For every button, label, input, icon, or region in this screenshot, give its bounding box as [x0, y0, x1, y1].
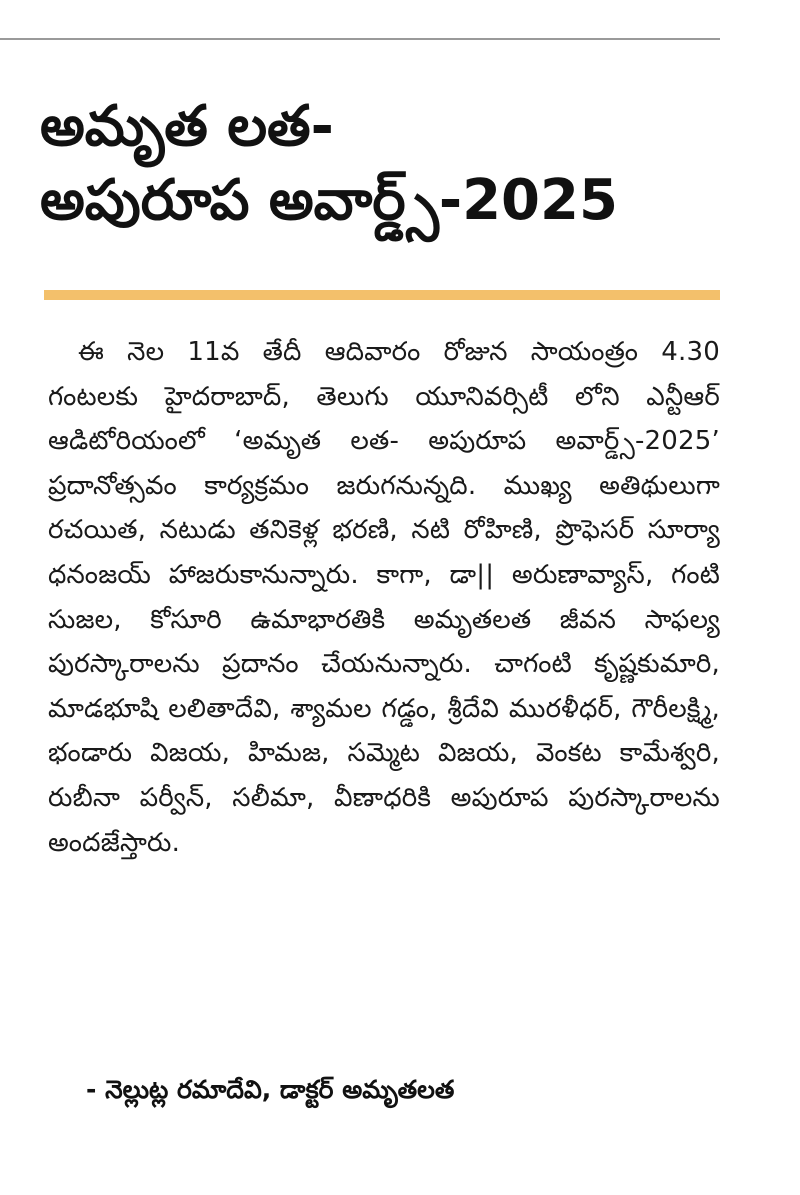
headline-accent-bar [44, 290, 720, 300]
article-byline: - నెల్లుట్ల రమాదేవి, డాక్టర్ అమృతలత [86, 1075, 455, 1104]
article-headline [40, 90, 730, 238]
headline-line-1: అమృత లత- [40, 94, 334, 159]
headline-line-2: అపురూప అవార్డ్స్-2025 [40, 168, 618, 233]
article-body: ఈ నెల 11వ తేదీ ఆదివారం రోజున సాయంత్రం 4.30 గంటలకు హైదరాబాద్, తెలుగు యూనివర్సిటీ లోని ఎన్టీఆర్ ఆడిటోరియంలో ‘అమృత లత- అపురూప అవార్డ్స్-2025’ ప్రదానోత్సవం కార్యక్రమం జరుగనున్నది. ముఖ్య అతిథులుగా రచయిత, నటుడు తనికెళ్ల భరణి, నటి రోహిణి, ప్రొఫెసర్ సూర్యా ధనంజయ్ హాజరుకానున్నారు. కాగా, డా|| అరుణావ్యాస్, గంటి సుజల, కోసూరి ఉమాభారతికి అమృతలత జీవన సాఫల్య పురస్కారాలను ప్రదానం చేయనున్నారు. చాగంటి కృష్ణకుమారి, మాడభూషి లలితాదేవి, శ్యామల గడ్డం, శ్రీదేవి మురళీధర్, గౌరీలక్ష్మి, భండారు విజయ, హిమజ, సమ్మెట విజయ, వెంకట కామేశ్వరి, రుబీనా పర్వీన్, సలీమా, వీణాధరికి అపురూప పురస్కారాలను అందజేస్తారు. [48, 337, 720, 858]
top-divider [0, 38, 720, 40]
